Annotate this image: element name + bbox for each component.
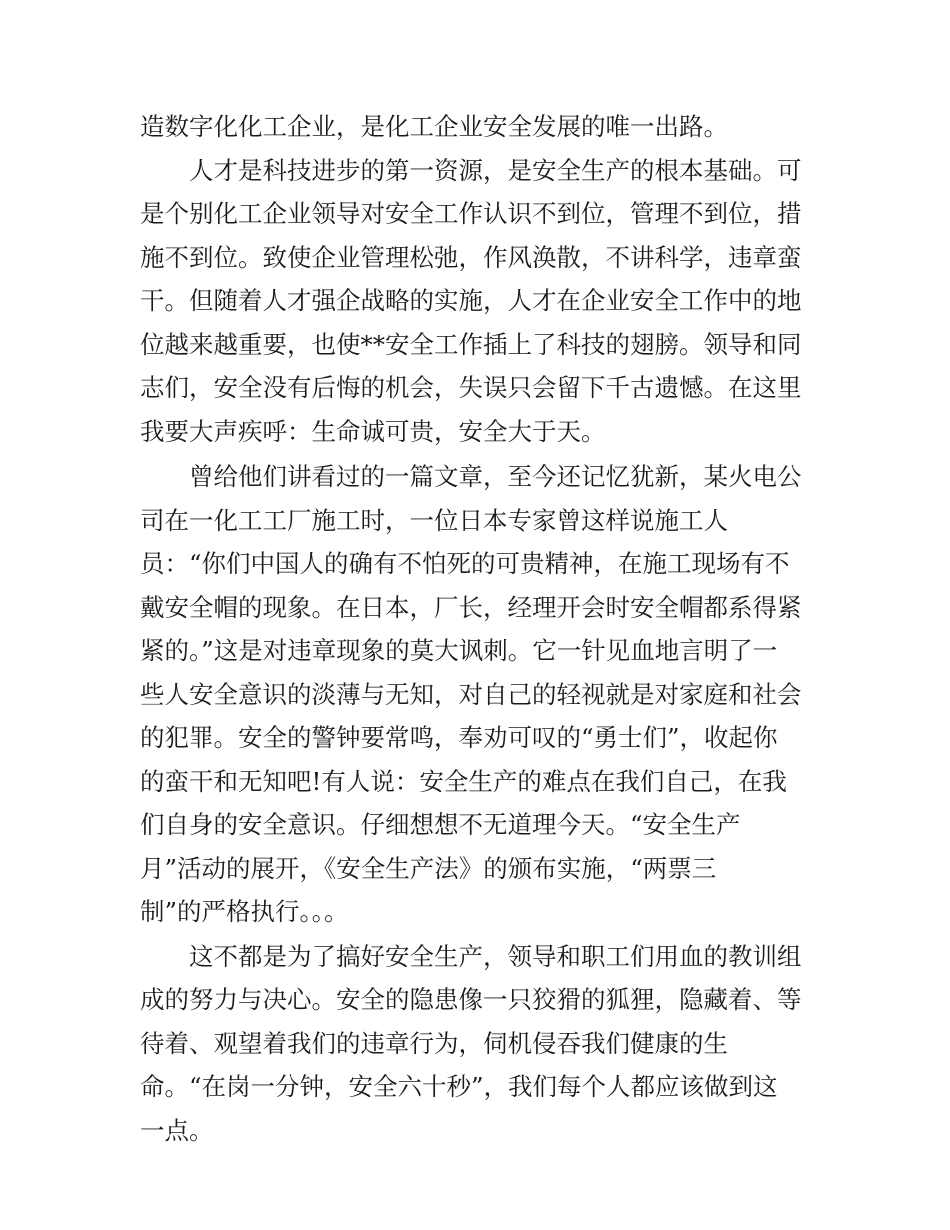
text-line: 的犯罪。安全的警钟要常鸣，奉劝可叹的“勇士们”，收起你 [140,723,778,752]
text-line: 们自身的安全意识。仔细想想不无道理今天。“安全生产 [140,810,741,839]
text-line: 我要大声疾呼：生命诚可贵，安全大于天。 [140,417,606,446]
text-line: 司在一化工工厂施工时，一位日本专家曾这样说施工人 [140,506,728,535]
text-line: 戴安全帽的现象。在日本，厂长，经理开会时安全帽都系得紧 [140,593,802,622]
text-line: 月”活动的展开，《安全生产法》的颁布实施，“两票三 [140,854,717,883]
text-line: 施不到位。致使企业管理松弛，作风涣散，不讲科学，违章蛮 [140,243,802,272]
text-line: 些人安全意识的淡薄与无知，对自己的轻视就是对家庭和社会 [140,680,802,709]
paragraph-start-line: 人才是科技进步的第一资源，是安全生产的根本基础。可 [189,156,802,185]
text-line: 制”的严格执行。。。 [140,897,349,926]
text-line: 造数字化化工企业，是化工企业安全发展的唯一出路。 [140,112,728,141]
text-line: 干。但随着人才强企战略的实施，人才在企业安全工作中的地 [140,286,802,315]
text-line: 紧的。”这是对违章现象的莫大讽刺。它一针见血地言明了一 [140,636,778,665]
text-line: 员：“你们中国人的确有不怕死的可贵精神，在施工现场有不 [140,549,790,578]
text-line: 位越来越重要，也使**安全工作插上了科技的翅膀。领导和同 [140,330,802,359]
paragraph-start-line: 这不都是为了搞好安全生产，领导和职工们用血的教训组 [189,942,802,971]
text-line: 待着、观望着我们的违章行为，伺机侵吞我们健康的生 [140,1029,728,1058]
text-line: 是个别化工企业领导对安全工作认识不到位，管理不到位，措 [140,199,802,228]
text-line: 一点。 [140,1116,214,1145]
text-line: 志们，安全没有后悔的机会，失误只会留下千古遗憾。在这里 [140,373,802,402]
text-line: 成的努力与决心。安全的隐患像一只狡猾的狐狸，隐藏着、等 [140,985,802,1014]
text-line: 命。“在岗一分钟，安全六十秒”，我们每个人都应该做到这 [140,1072,778,1101]
text-line: 的蛮干和无知吧!有人说：安全生产的难点在我们自己，在我 [140,767,787,796]
paragraph-start-line: 曾给他们讲看过的一篇文章，至今还记忆犹新，某火电公 [189,462,802,491]
